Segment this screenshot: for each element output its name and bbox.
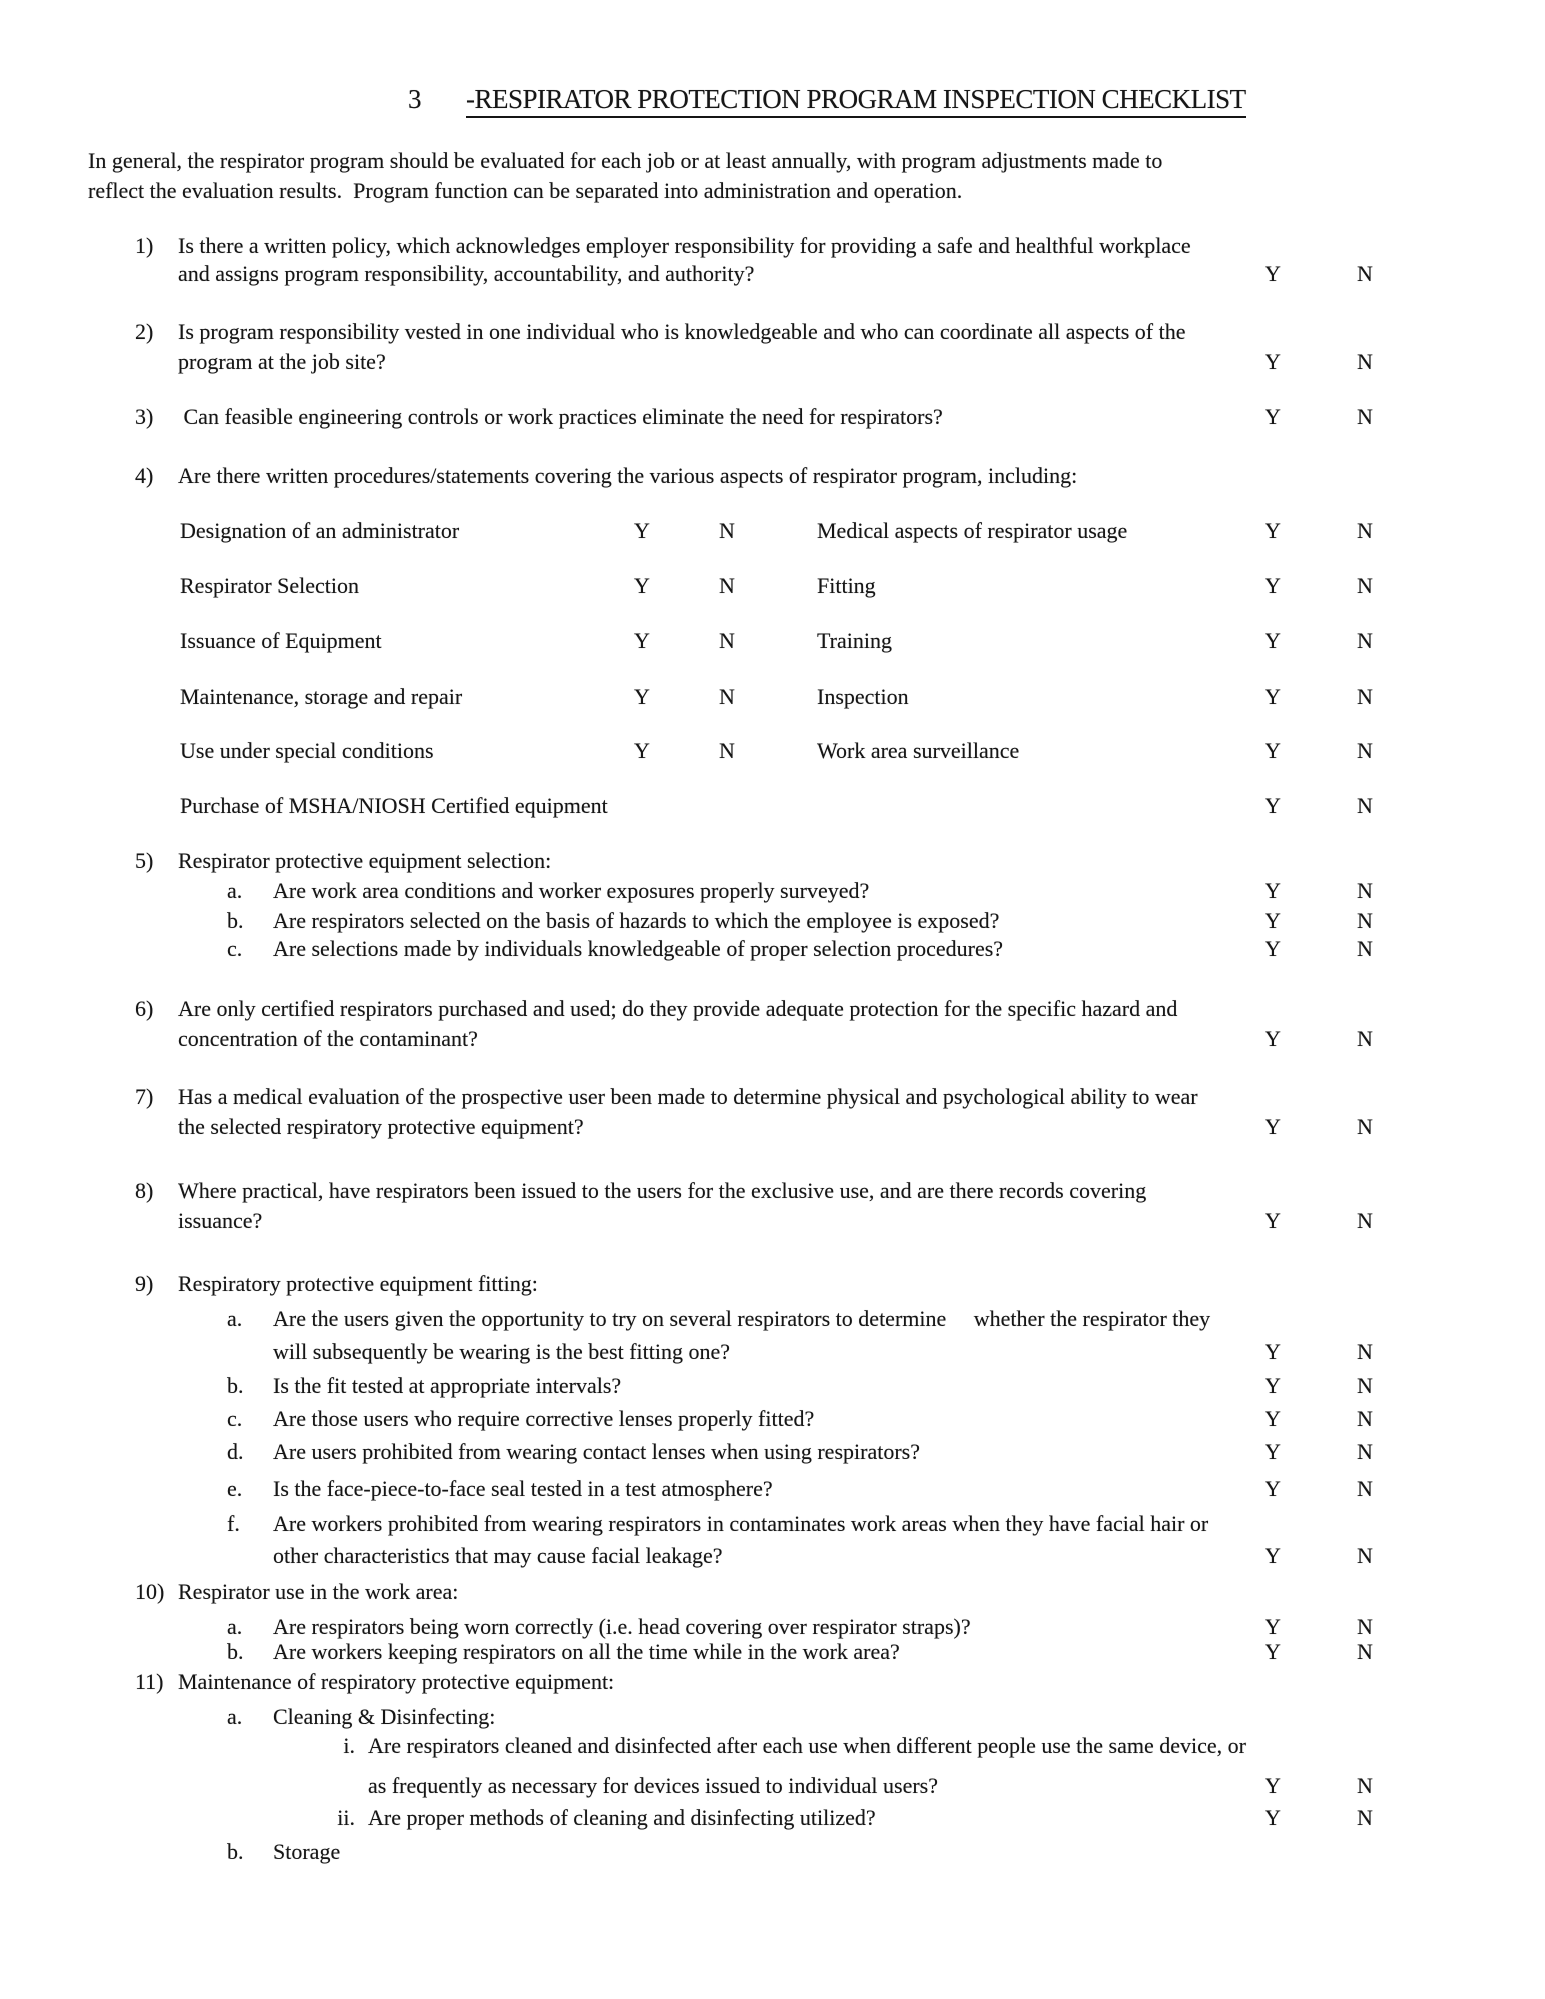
item-8-line-1 bbox=[0, 1178, 1545, 1210]
yes-option: Y bbox=[1265, 1026, 1281, 1051]
yes-option: Y bbox=[1265, 1543, 1281, 1568]
item-2-line-2 bbox=[0, 349, 1545, 381]
no-option: N bbox=[719, 628, 735, 653]
item-9e bbox=[0, 1476, 1545, 1508]
sub-item-letter: a. bbox=[227, 1704, 243, 1729]
no-option: N bbox=[1357, 628, 1373, 653]
item-number: 11) bbox=[135, 1669, 164, 1694]
item-number: 2) bbox=[135, 319, 154, 344]
item-5-line-1 bbox=[0, 848, 1545, 880]
item-7-line-1 bbox=[0, 1084, 1545, 1116]
table-left-label: Purchase of MSHA/NIOSH Certified equipment bbox=[180, 793, 608, 818]
yes-option: Y bbox=[634, 518, 650, 543]
yes-option: Y bbox=[1265, 1208, 1281, 1233]
no-option: N bbox=[1357, 1614, 1373, 1639]
yes-option: Y bbox=[1265, 349, 1281, 374]
sub-item-text: Are those users who require corrective lenses properly fitted? bbox=[273, 1406, 815, 1431]
yes-option: Y bbox=[1265, 684, 1281, 709]
sub-item-text: Storage bbox=[273, 1839, 341, 1864]
sub-item-text: Are respirators being worn correctly (i.e. head covering over respirator straps)? bbox=[273, 1614, 971, 1639]
title-row bbox=[0, 84, 1545, 116]
item-number: 6) bbox=[135, 996, 154, 1021]
roman-numeral: ii. bbox=[337, 1805, 355, 1830]
table-left-label: Respirator Selection bbox=[180, 573, 360, 598]
yes-option: Y bbox=[1265, 1114, 1281, 1139]
item-text: Respirator use in the work area: bbox=[178, 1579, 459, 1604]
yes-option: Y bbox=[634, 684, 650, 709]
roman-numeral: i. bbox=[343, 1733, 355, 1758]
item-9-line-1 bbox=[0, 1271, 1545, 1303]
sub-item-letter: c. bbox=[227, 1406, 243, 1431]
sub-item-letter: a. bbox=[227, 878, 243, 903]
sub-item-letter: f. bbox=[227, 1511, 240, 1536]
sub-item-letter: b. bbox=[227, 908, 244, 933]
item-number: 4) bbox=[135, 463, 154, 488]
no-option: N bbox=[1357, 1339, 1373, 1364]
item-7-line-2 bbox=[0, 1114, 1545, 1146]
item-9a-line-1 bbox=[0, 1306, 1545, 1338]
table-row bbox=[0, 793, 1545, 825]
no-option: N bbox=[1357, 908, 1373, 933]
no-option: N bbox=[1357, 1439, 1373, 1464]
sub-item-text: Are users prohibited from wearing contact lenses when using respirators? bbox=[273, 1439, 920, 1464]
yes-option: Y bbox=[1265, 1406, 1281, 1431]
sub-item-text: Are the users given the opportunity to try on several respirators to determine whether the respirator they bbox=[273, 1306, 1211, 1331]
item-9b bbox=[0, 1373, 1545, 1405]
item-number: 5) bbox=[135, 848, 154, 873]
item-9a-line-2 bbox=[0, 1339, 1545, 1371]
item-number: 3) bbox=[135, 404, 154, 429]
no-option: N bbox=[719, 573, 735, 598]
item-6-line-2 bbox=[0, 1026, 1545, 1058]
item-text: Respiratory protective equipment fitting: bbox=[178, 1271, 538, 1296]
item-text: Where practical, have respirators been issued to the users for the exclusive use, and are there records covering bbox=[178, 1178, 1147, 1203]
no-option: N bbox=[1357, 404, 1373, 429]
item-text: Is there a written policy, which acknowledges employer responsibility for providing a safe and healthful workplace bbox=[178, 233, 1191, 258]
item-10b bbox=[0, 1639, 1545, 1671]
item-text: Can feasible engineering controls or work practices eliminate the need for respirators? bbox=[178, 404, 943, 429]
roman-item-text: Are respirators cleaned and disinfected after each use when different people use the same device, or bbox=[368, 1733, 1246, 1758]
item-text: Maintenance of respiratory protective equipment: bbox=[178, 1669, 615, 1694]
yes-option: Y bbox=[1265, 1476, 1281, 1501]
table-right-label: Work area surveillance bbox=[817, 738, 1020, 763]
yes-option: Y bbox=[1265, 1773, 1281, 1798]
yes-option: Y bbox=[634, 573, 650, 598]
table-row bbox=[0, 518, 1545, 550]
yes-option: Y bbox=[1265, 1639, 1281, 1664]
intro-line bbox=[0, 178, 1545, 210]
table-right-label: Training bbox=[817, 628, 892, 653]
item-1-line-2 bbox=[0, 261, 1545, 293]
item-text: the selected respiratory protective equipment? bbox=[178, 1114, 584, 1139]
no-option: N bbox=[1357, 518, 1373, 543]
yes-option: Y bbox=[1265, 628, 1281, 653]
no-option: N bbox=[1357, 793, 1373, 818]
sub-item-text: Are selections made by individuals knowledgeable of proper selection procedures? bbox=[273, 936, 1004, 961]
no-option: N bbox=[1357, 1543, 1373, 1568]
yes-option: Y bbox=[1265, 518, 1281, 543]
yes-option: Y bbox=[634, 738, 650, 763]
item-2-line-1 bbox=[0, 319, 1545, 351]
no-option: N bbox=[1357, 1805, 1373, 1830]
roman-item-text: Are proper methods of cleaning and disinfecting utilized? bbox=[368, 1805, 876, 1830]
sub-item-letter: b. bbox=[227, 1839, 244, 1864]
table-row bbox=[0, 573, 1545, 605]
no-option: N bbox=[1357, 878, 1373, 903]
roman-item-text: as frequently as necessary for devices issued to individual users? bbox=[368, 1773, 938, 1798]
item-text: issuance? bbox=[178, 1208, 263, 1233]
sub-item-text: Are work area conditions and worker exposures properly surveyed? bbox=[273, 878, 870, 903]
sub-item-letter: a. bbox=[227, 1306, 243, 1331]
yes-option: Y bbox=[1265, 1373, 1281, 1398]
no-option: N bbox=[1357, 684, 1373, 709]
item-10-line-1 bbox=[0, 1579, 1545, 1611]
table-right-label: Fitting bbox=[817, 573, 876, 598]
no-option: N bbox=[1357, 1773, 1373, 1798]
yes-option: Y bbox=[1265, 1805, 1281, 1830]
sub-item-text: Are workers keeping respirators on all the time while in the work area? bbox=[273, 1639, 900, 1664]
section-number: 3 bbox=[408, 84, 421, 114]
item-11a-i-line-1 bbox=[0, 1733, 1545, 1765]
sub-item-letter: c. bbox=[227, 936, 243, 961]
yes-option: Y bbox=[1265, 1614, 1281, 1639]
sub-item-text: will subsequently be wearing is the best fitting one? bbox=[273, 1339, 731, 1364]
no-option: N bbox=[1357, 1373, 1373, 1398]
sub-item-letter: d. bbox=[227, 1439, 244, 1464]
no-option: N bbox=[1357, 349, 1373, 374]
table-left-label: Maintenance, storage and repair bbox=[180, 684, 463, 709]
no-option: N bbox=[1357, 1114, 1373, 1139]
item-5c bbox=[0, 936, 1545, 968]
item-text: and assigns program responsibility, accountability, and authority? bbox=[178, 261, 755, 286]
table-left-label: Designation of an administrator bbox=[180, 518, 460, 543]
intro-line bbox=[0, 148, 1545, 180]
no-option: N bbox=[719, 518, 735, 543]
table-row bbox=[0, 628, 1545, 660]
item-11-line-1 bbox=[0, 1669, 1545, 1701]
item-number: 9) bbox=[135, 1271, 154, 1296]
sub-item-letter: b. bbox=[227, 1373, 244, 1398]
item-5a bbox=[0, 878, 1545, 910]
no-option: N bbox=[1357, 1476, 1373, 1501]
sub-item-letter: a. bbox=[227, 1614, 243, 1639]
no-option: N bbox=[1357, 1208, 1373, 1233]
item-number: 1) bbox=[135, 233, 154, 258]
item-11a-i-line-2 bbox=[0, 1773, 1545, 1805]
item-9f-line-2 bbox=[0, 1543, 1545, 1575]
item-text: Are there written procedures/statements covering the various aspects of respirator program, including: bbox=[178, 463, 1078, 488]
item-6-line-1 bbox=[0, 996, 1545, 1028]
yes-option: Y bbox=[1265, 1439, 1281, 1464]
table-left-label: Issuance of Equipment bbox=[180, 628, 382, 653]
sub-item-text: Is the face-piece-to-face seal tested in a test atmosphere? bbox=[273, 1476, 773, 1501]
yes-option: Y bbox=[1265, 404, 1281, 429]
yes-option: Y bbox=[1265, 936, 1281, 961]
sub-item-text: Is the fit tested at appropriate intervals? bbox=[273, 1373, 622, 1398]
sub-item-text: other characteristics that may cause facial leakage? bbox=[273, 1543, 723, 1568]
item-text: Is program responsibility vested in one individual who is knowledgeable and who can coordinate all aspects of the bbox=[178, 319, 1186, 344]
table-row bbox=[0, 684, 1545, 716]
item-9d bbox=[0, 1439, 1545, 1471]
sub-item-text: Are respirators selected on the basis of hazards to which the employee is exposed? bbox=[273, 908, 1000, 933]
sub-item-text: Are workers prohibited from wearing respirators in contaminates work areas when they have facial hair or bbox=[273, 1511, 1209, 1536]
item-number: 7) bbox=[135, 1084, 154, 1109]
item-text: Are only certified respirators purchased and used; do they provide adequate protection for the specific hazard and bbox=[178, 996, 1178, 1021]
sub-item-letter: e. bbox=[227, 1476, 243, 1501]
item-11a bbox=[0, 1704, 1545, 1736]
yes-option: Y bbox=[1265, 573, 1281, 598]
yes-option: Y bbox=[1265, 908, 1281, 933]
item-text: Has a medical evaluation of the prospective user been made to determine physical and psychological ability to wear bbox=[178, 1084, 1198, 1109]
yes-option: Y bbox=[1265, 1339, 1281, 1364]
no-option: N bbox=[1357, 738, 1373, 763]
table-right-label: Inspection bbox=[817, 684, 909, 709]
no-option: N bbox=[1357, 573, 1373, 598]
item-text: concentration of the contaminant? bbox=[178, 1026, 478, 1051]
item-number: 10) bbox=[135, 1579, 165, 1604]
yes-option: Y bbox=[1265, 261, 1281, 286]
item-8-line-2 bbox=[0, 1208, 1545, 1240]
sub-item-letter: b. bbox=[227, 1639, 244, 1664]
item-text: Respirator protective equipment selection: bbox=[178, 848, 552, 873]
yes-option: Y bbox=[1265, 738, 1281, 763]
item-11a-ii bbox=[0, 1805, 1545, 1837]
table-right-label: Medical aspects of respirator usage bbox=[817, 518, 1128, 543]
yes-option: Y bbox=[1265, 793, 1281, 818]
item-9c bbox=[0, 1406, 1545, 1438]
no-option: N bbox=[1357, 936, 1373, 961]
intro-text: In general, the respirator program should be evaluated for each job or at least annually, with program adjustments made to bbox=[88, 148, 1163, 173]
yes-option: Y bbox=[1265, 878, 1281, 903]
table-row bbox=[0, 738, 1545, 770]
no-option: N bbox=[1357, 1639, 1373, 1664]
no-option: N bbox=[1357, 1406, 1373, 1431]
sub-item-text: Cleaning & Disinfecting: bbox=[273, 1704, 496, 1729]
item-text: program at the job site? bbox=[178, 349, 386, 374]
no-option: N bbox=[1357, 261, 1373, 286]
page-title: -RESPIRATOR PROTECTION PROGRAM INSPECTION CHECKLIST bbox=[466, 84, 1246, 118]
item-9f-line-1 bbox=[0, 1511, 1545, 1543]
no-option: N bbox=[719, 738, 735, 763]
intro-text: reflect the evaluation results. Program function can be separated into administration and operation. bbox=[88, 178, 963, 203]
item-4-line-1 bbox=[0, 463, 1545, 495]
item-number: 8) bbox=[135, 1178, 154, 1203]
no-option: N bbox=[719, 684, 735, 709]
yes-option: Y bbox=[634, 628, 650, 653]
item-3-line-1 bbox=[0, 404, 1545, 436]
table-left-label: Use under special conditions bbox=[180, 738, 434, 763]
item-11b bbox=[0, 1839, 1545, 1871]
no-option: N bbox=[1357, 1026, 1373, 1051]
